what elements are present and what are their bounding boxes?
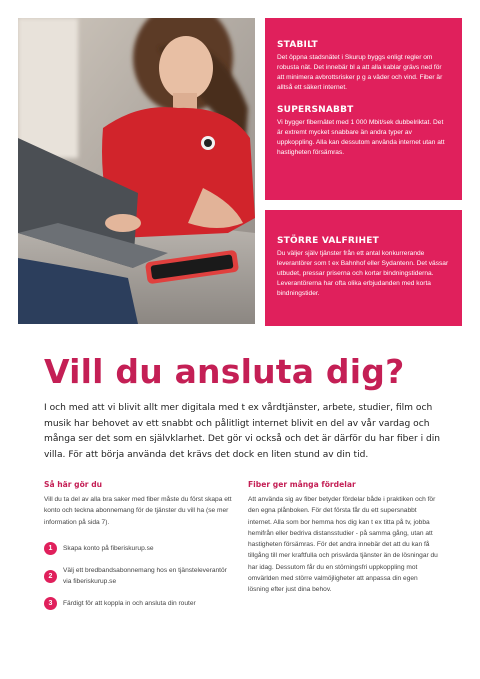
benefits-title: Fiber ger många fördelar — [248, 480, 356, 489]
intro-paragraph: I och med att vi blivit allt mer digitala med t ex vårdtjänster, arbete, studier, film och musik har behovet av ett snabbt och pålitligt internet blivit en del av vår vardag och många ser det som en självklarhet. Det gör vi också och det är därför du har fiber i din villa. För att börja använda det krävs det dock en liten stund av din tid. — [44, 403, 441, 460]
step-text: Välj ett bredbandsabonnemang hos en tjänsteleverantör via fiberiskurup.se — [63, 566, 227, 586]
step-item — [44, 565, 236, 588]
supersnabbt-text: Vi bygger fibernätet med 1 000 Mbit/sek dubbelriktat. Det är extremt mycket snabbare än andra typer av uppkoppling. Alla kan dessutom använda internet utan att hastigheten försämras. — [277, 119, 445, 156]
steps-list — [44, 542, 236, 611]
valfrihet-text: Du väljer själv tjänster från ett antal konkurrerande leverantörer som t ex Bahnhof eller Sydantenn. Det vässar utbudet, pressar priserna och kortar bindningstiderna. Leverantörerna har ofta olika erbjudanden med korta bindningstider. — [277, 250, 449, 297]
supersnabbt-title: SUPERSNABBT — [277, 105, 354, 115]
step-text: Skapa konto på fiberiskurup.se — [63, 544, 154, 552]
info-box-top — [265, 18, 462, 200]
woman-with-laptop-image — [18, 18, 255, 324]
step-number-badge: 3 — [44, 597, 57, 610]
stabilt-title: STABILT — [277, 40, 318, 50]
how-to-column — [44, 480, 236, 620]
how-to-text: Vill du ta del av alla bra saker med fiber måste du först skapa ett konto och teckna abonnemang för de tjänster du vill ha (se mer information på sida 7). — [44, 496, 232, 526]
page-heading: Vill du ansluta dig? — [44, 352, 405, 391]
step-number-badge: 1 — [44, 542, 57, 555]
valfrihet-title: STÖRRE VALFRIHET — [277, 236, 379, 246]
info-box-bottom — [265, 210, 462, 326]
stabilt-text: Det öppna stadsnätet i Skurup byggs enligt regler om robusta nät. Det innebär bl a att alla kablar grävs ned för att minimera avbrottsrisker p g a väder och vind. Fiber är alltså ett säkert internet. — [277, 54, 443, 91]
step-number-badge: 2 — [44, 570, 57, 583]
step-item — [44, 597, 236, 610]
hero-photo — [18, 18, 255, 324]
how-to-title: Så här gör du — [44, 480, 103, 489]
benefits-column — [248, 480, 440, 596]
step-item — [44, 542, 236, 555]
step-text: Färdigt för att koppla in och ansluta din router — [63, 600, 196, 608]
benefits-text: Att använda sig av fiber betyder fördelar både i praktiken och för den egna plånboken. För det första får du ett supersnabbt internet. Alla som bor hemma hos dig kan t ex titta på tv, jobba hemifrån eller bedriva distansstudier - på samma gång, utan att hastigheten försämras. För det andra innebär det att du kan få tillgång till mer kraftfulla och prisvärda tjänster än de lösningar du har idag. Dessutom får du en störningsfri uppkoppling mot omvärlden med större valmöjligheter att anpassa din egen lösning efter just dina behov. — [248, 496, 438, 594]
